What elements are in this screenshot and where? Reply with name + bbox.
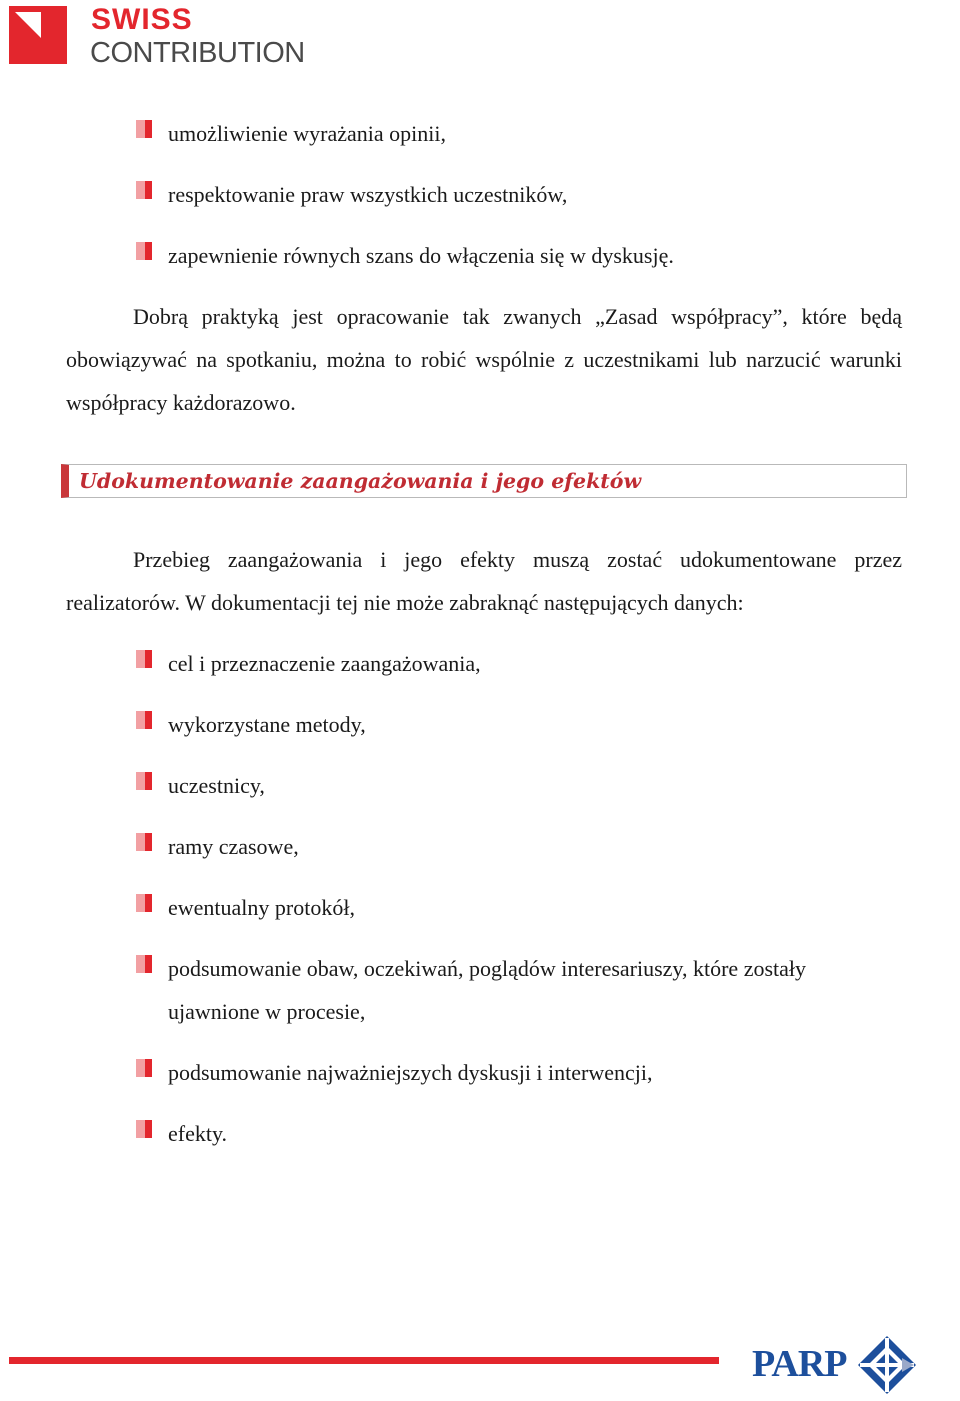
bullet-list-1 bbox=[66, 112, 902, 277]
list-item-text: umożliwienie wyrażania opinii, bbox=[168, 121, 446, 146]
list-item bbox=[66, 173, 902, 216]
logo-swiss-text: SWISS bbox=[91, 3, 193, 36]
parp-logo-text: PARP bbox=[752, 1343, 847, 1385]
list-item bbox=[66, 1112, 902, 1155]
list-item-text: podsumowanie obaw, oczekiwań, poglądów interesariuszy, które zostały ujawnione w procesie, bbox=[168, 956, 807, 1024]
parp-logo bbox=[752, 1334, 922, 1396]
list-item bbox=[66, 886, 902, 929]
red-square-bullet-icon bbox=[136, 894, 152, 912]
document-body bbox=[66, 112, 902, 1173]
list-item bbox=[66, 112, 902, 155]
list-item-text: podsumowanie najważniejszych dyskusji i interwencji, bbox=[168, 1060, 653, 1085]
list-item-text: respektowanie praw wszystkich uczestników, bbox=[168, 182, 568, 207]
list-item-text: ewentualny protokół, bbox=[168, 895, 355, 920]
list-item-text: wykorzystane metody, bbox=[168, 712, 366, 737]
red-square-bullet-icon bbox=[136, 711, 152, 729]
red-square-bullet-icon bbox=[136, 242, 152, 260]
swiss-contribution-logo-icon bbox=[9, 6, 67, 64]
red-square-bullet-icon bbox=[136, 181, 152, 199]
red-square-bullet-icon bbox=[136, 833, 152, 851]
list-item bbox=[66, 642, 902, 685]
list-item-text: ramy czasowe, bbox=[168, 834, 299, 859]
list-item bbox=[66, 234, 902, 277]
list-item-text: efekty. bbox=[168, 1121, 228, 1146]
list-item bbox=[66, 1051, 902, 1094]
list-item bbox=[66, 703, 902, 746]
paragraph-rules: Dobrą praktyką jest opracowanie tak zwanych „Zasad współpracy”, które będą obowiązywać na spotkaniu, można to robić wspólnie z uczestnikami lub narzucić warunki współpracy każdorazowo. bbox=[66, 304, 902, 415]
red-square-bullet-icon bbox=[136, 772, 152, 790]
red-square-bullet-icon bbox=[136, 1059, 152, 1077]
list-item bbox=[66, 764, 902, 807]
red-square-bullet-icon bbox=[136, 120, 152, 138]
paragraph-documentation: Przebieg zaangażowania i jego efekty muszą zostać udokumentowane przez realizatorów. W dokumentacji tej nie może zabraknąć następujących danych: bbox=[66, 547, 902, 615]
parp-diamond-arrows-icon bbox=[856, 1334, 918, 1396]
swiss-contribution-logo bbox=[9, 5, 309, 69]
list-item-text: uczestnicy, bbox=[168, 773, 265, 798]
list-item bbox=[66, 947, 902, 1033]
list-item-text: zapewnienie równych szans do włączenia się w dyskusję. bbox=[168, 243, 674, 268]
section-heading: Udokumentowanie zaangażowania i jego efektów bbox=[61, 464, 907, 498]
list-item-text: cel i przeznaczenie zaangażowania, bbox=[168, 651, 481, 676]
red-square-bullet-icon bbox=[136, 955, 152, 973]
red-square-bullet-icon bbox=[136, 1120, 152, 1138]
list-item bbox=[66, 825, 902, 868]
logo-contribution-text: CONTRIBUTION bbox=[90, 37, 305, 69]
red-square-bullet-icon bbox=[136, 650, 152, 668]
bullet-list-2 bbox=[66, 642, 902, 1155]
footer-red-line bbox=[9, 1357, 719, 1364]
